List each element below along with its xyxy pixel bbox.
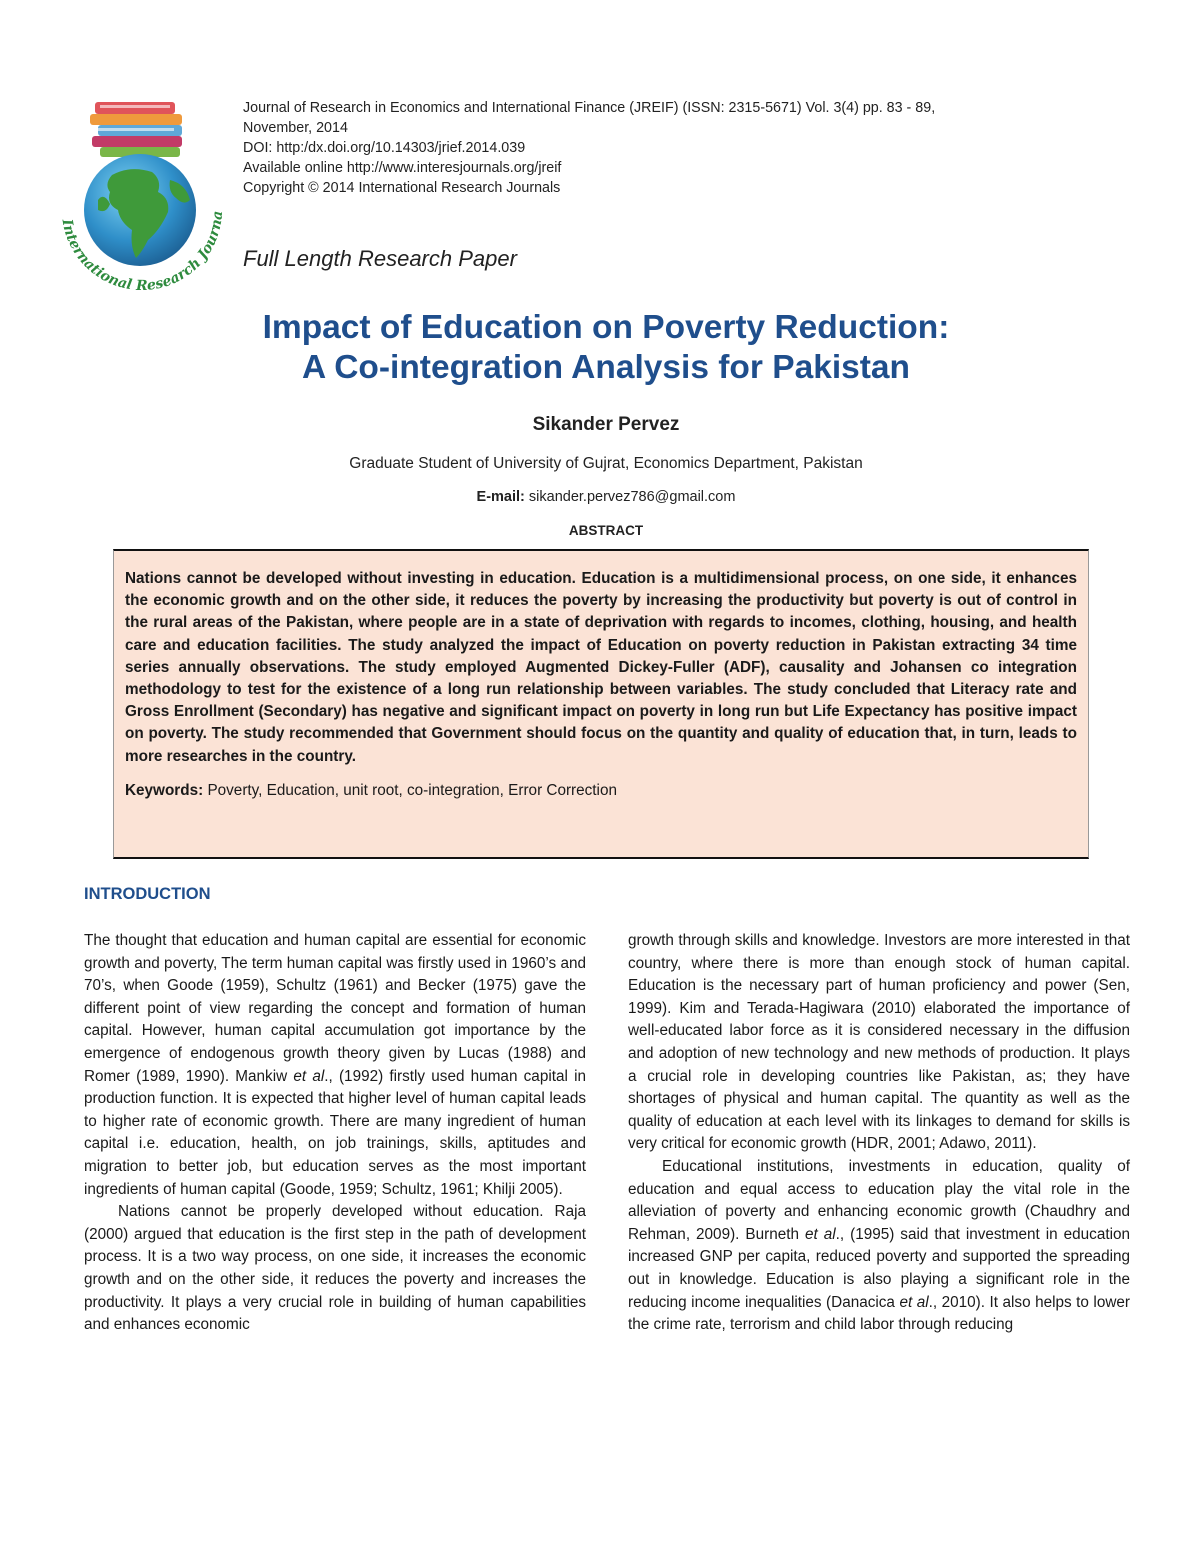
introduction-heading: INTRODUCTION — [84, 885, 211, 903]
text-span: ., (1995) said that investment in education increased GNP per capita, reduced poverty and supported the spreading out in knowledge. Education is also playing a significant role in the reducing income inequalities (Danacica — [628, 1225, 1131, 1311]
text-span: ., 2010). It also helps to lower the crime rate, terrorism and child labor through reducing — [628, 1293, 1130, 1334]
globe-books-icon — [40, 80, 240, 310]
paper-type-label: Full Length Research Paper — [243, 246, 517, 271]
paper-title-line-2: A Co-integration Analysis for Pakistan — [301, 349, 911, 386]
abstract-heading: ABSTRACT — [568, 523, 644, 538]
intro-paragraph-2: Nations cannot be properly developed without education. Raja (2000) argued that education is the first step in the path of development process. It is a two way process, on one side, it increases the economic growth and on the other side, it reduces the poverty and increases the productivity. It plays a very crucial role in building of human capabilities and enhances economic — [84, 1203, 586, 1334]
abstract-box — [113, 549, 1089, 859]
intro-paragraph-1 — [84, 930, 586, 1201]
paper-title — [0, 308, 1200, 388]
svg-text:International Research Journal: International Research Journa — [58, 210, 227, 295]
journal-citation-line: Journal of Research in Economics and International Finance (JREIF) (ISSN: 2315-5671) Vol. 3(4) pp. 83 - 89, — [243, 100, 936, 116]
email-address-link[interactable]: sikander.pervez786@gmail.com — [528, 489, 736, 505]
keywords-label: Keywords: — [125, 781, 204, 799]
author-name: Sikander Pervez — [532, 414, 680, 435]
text-span: The thought that education and human capital are essential for economic growth and poverty, The term human capital was firstly used in 1960’s and 70’s, when Goode (1959), Schultz (1961) and Becker (1975) gave the different point of view regarding the concept and formation of human capital. However, human capital accumulation got importance by the emergence of endogenous growth theory given by Lucas (1988) and Romer (1989, 1990). Mankiw — [84, 932, 586, 1085]
doi-link[interactable]: DOI: http:/dx.doi.org/10.14303/jrief.2014.039 — [243, 140, 526, 156]
text-span: ., (1992) firstly used human capital in production function. It is expected that higher level of human capital leads to higher rate of economic growth. There are many ingredient of human capital i.e. education, health, on job trainings, skills, aptitudes and migration to better job, but education serves as the most important ingredients of human capital (Goode, 1959; Schultz, 1961; Khilji 2005). — [84, 1067, 586, 1198]
keywords-line — [125, 782, 1077, 800]
author-email — [0, 489, 1200, 505]
italic-citation: et al — [899, 1293, 929, 1311]
text-span: Educational institutions, investments in education, quality of education and equal access to education play the vital role in the alleviation of poverty and enhancing economic growth (Chaudhry and Rehman, 2009). Burneth — [628, 1157, 1130, 1243]
body-column-right — [628, 930, 1130, 1337]
author-affiliation: Graduate Student of University of Gujrat, Economics Department, Pakistan — [349, 455, 863, 472]
abstract-text: Nations cannot be developed without investing in education. Education is a multidimensional process, on one side, it enhances the economic growth and on the other side, it reduces the poverty by increasing the productivity but poverty is out of control in the rural areas of the Pakistan, where people are in a state of deprivation with regards to incomes, clothing, housing, and health care and education facilities. The study analyzed the impact of Education on poverty reduction in Pakistan extracting 34 time series annually observations. The study employed Augmented Dickey-Fuller (ADF), causality and Johansen co integration methodology to test for the existence of a long run relationship between variables. The study concluded that Literacy rate and Gross Enrollment (Secondary) has negative and significant impact on poverty in long run but Life Expectancy has positive impact on poverty. The study recommended that Government should focus on the quantity and quality of education that, in turn, leads to more researches in the country. — [125, 570, 1077, 765]
journal-date-line: November, 2014 — [243, 120, 348, 136]
keywords-list: Poverty, Education, unit root, co-integration, Error Correction — [207, 781, 617, 799]
online-availability-link[interactable]: Available online http://www.interesjournals.org/jreif — [243, 160, 562, 176]
italic-citation: et al — [804, 1225, 836, 1243]
email-label: E-mail: — [476, 489, 525, 505]
intro-paragraph-3: growth through skills and knowledge. Investors are more interested in that country, where there is more than enough stock of human capital. Education is the necessary part of human proficiency and power (Sen, 1999). Kim and Terada-Hagiwara (2010) elaborated the importance of well-educated labor force as it is considered necessary in the diffusion and adoption of new technology and new methods of production. It plays a crucial role in developing countries like Pakistan, as; they have shortages of physical and human capital. The quantity as well as the quality of education at each level with its linkages to demand for skills is very critical for economic growth (HDR, 2001; Adawo, 2011). — [628, 932, 1130, 1153]
intro-paragraph-4 — [628, 1156, 1130, 1337]
italic-citation: et al — [293, 1067, 325, 1085]
body-column-left — [84, 930, 586, 1337]
paper-title-line-1: Impact of Education on Poverty Reduction: — [262, 309, 950, 346]
journal-citation — [243, 98, 1143, 198]
copyright-line: Copyright © 2014 International Research Journals — [243, 180, 561, 196]
journal-logo — [40, 80, 240, 310]
